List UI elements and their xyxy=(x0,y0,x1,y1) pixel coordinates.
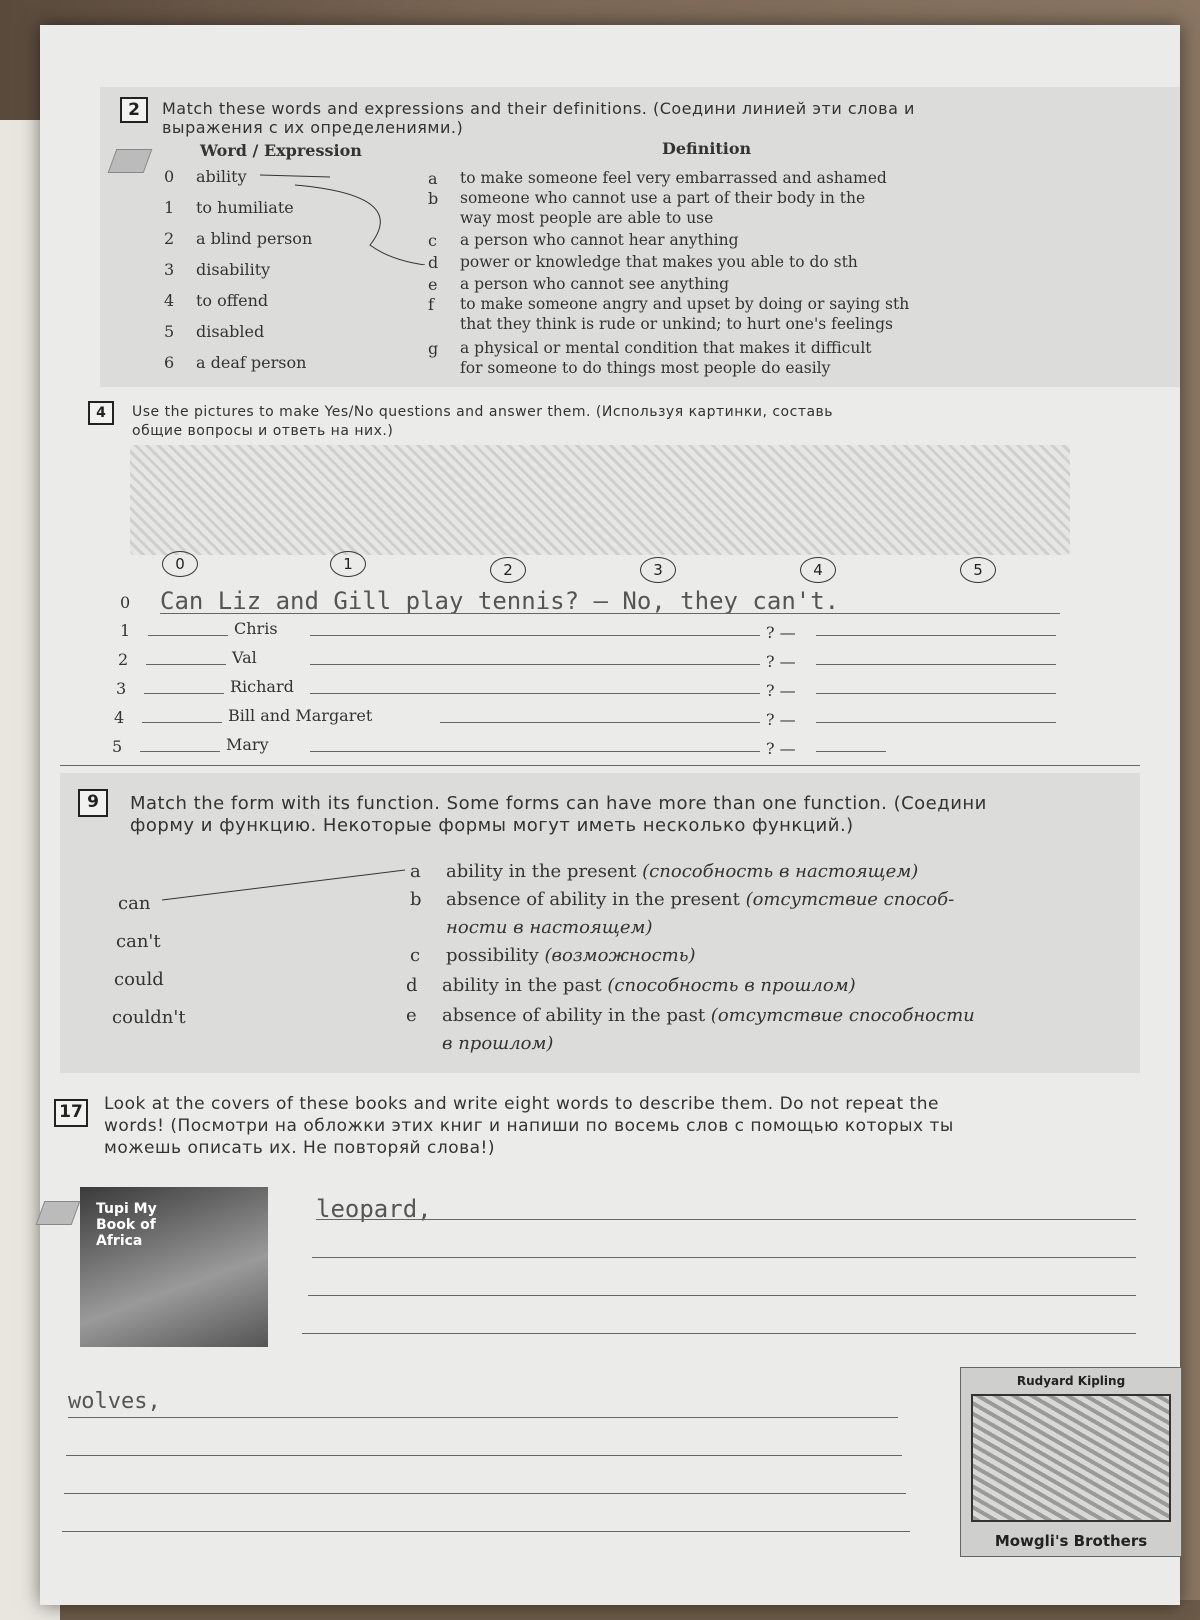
answer-blank xyxy=(144,693,224,694)
function-text xyxy=(446,889,954,910)
person-name: Mary xyxy=(226,735,269,754)
pictures-illustration xyxy=(130,445,1070,555)
word-expression: to offend xyxy=(196,291,269,310)
answer-blank xyxy=(140,751,220,752)
matching-line xyxy=(160,865,410,905)
question-line xyxy=(440,722,760,723)
definition-text: to make someone feel very embarrassed and ashamed xyxy=(460,169,887,187)
definition-text: a physical or mental condition that makes it difficult xyxy=(460,339,872,357)
answer-line xyxy=(816,693,1056,694)
word-expression: ability xyxy=(196,167,247,186)
answer-line xyxy=(302,1333,1136,1334)
exercise-number: 4 xyxy=(88,401,114,425)
function-text xyxy=(442,975,856,996)
person-name: Val xyxy=(232,648,257,667)
picture-number: 2 xyxy=(490,557,526,583)
instruction-line: форму и функцию. Некоторые формы могут иметь несколько функций.) xyxy=(130,815,854,836)
instruction xyxy=(130,793,1140,837)
person-name: Bill and Margaret xyxy=(228,706,373,725)
word-expression: disabled xyxy=(196,322,265,341)
function-english: absence of ability in the past xyxy=(442,1005,706,1026)
instruction xyxy=(132,403,1142,441)
definition-letter: g xyxy=(428,339,439,358)
definition-text: a person who cannot see anything xyxy=(460,275,730,293)
question-line xyxy=(310,693,760,694)
handwritten-answer: leopard, xyxy=(316,1195,432,1223)
function-english: ability in the present xyxy=(446,861,637,882)
answer-blank xyxy=(142,722,222,723)
function-russian: (отсутствие способ- xyxy=(745,889,955,910)
example-number: 0 xyxy=(120,593,131,612)
function-russian: ности в настоящем) xyxy=(446,917,653,938)
definition-letter: d xyxy=(428,253,439,272)
instruction xyxy=(104,1093,1144,1159)
answer-blank xyxy=(148,635,228,636)
picture-number: 1 xyxy=(330,551,366,577)
answer-line xyxy=(816,751,886,752)
answer-line xyxy=(68,1417,898,1418)
answer-line xyxy=(816,664,1056,665)
question-mark: ? — xyxy=(766,739,796,758)
question-mark: ? — xyxy=(766,652,796,671)
word-expression: a deaf person xyxy=(196,353,307,372)
book-title: Mowgli's Brothers xyxy=(994,1532,1148,1550)
instruction-line: words! (Посмотри на обложки этих книг и напиши по восемь слов с помощью которых ты xyxy=(104,1116,954,1136)
book-author: Rudyard Kipling xyxy=(1016,1374,1126,1388)
definition-text: to make someone angry and upset by doing or saying sth xyxy=(460,295,910,313)
word-number: 0 xyxy=(164,167,175,186)
picture-number: 5 xyxy=(960,557,996,583)
exercise-number: 9 xyxy=(78,789,108,817)
function-english: ability in the past xyxy=(442,975,602,996)
instruction-line: Use the pictures to make Yes/No questions and answer them. (Используя картинки, составь xyxy=(132,404,834,420)
definition-letter: a xyxy=(428,169,438,188)
item-number: 2 xyxy=(118,650,129,669)
function-text xyxy=(442,1005,975,1026)
question-mark: ? — xyxy=(766,681,796,700)
definition-text: a person who cannot hear anything xyxy=(460,231,739,249)
answer-line xyxy=(816,722,1056,723)
question-line xyxy=(310,751,760,752)
question-mark: ? — xyxy=(766,623,796,642)
answer-line xyxy=(308,1295,1136,1296)
example-answer: Can Liz and Gill play tennis? — No, they can't. xyxy=(160,587,840,615)
word-number: 5 xyxy=(164,322,175,341)
word-expression: a blind person xyxy=(196,229,313,248)
exercise-number: 17 xyxy=(54,1099,88,1127)
function-english: absence of ability in the present xyxy=(446,889,740,910)
function-letter: d xyxy=(406,975,418,996)
function-text xyxy=(446,917,652,938)
definition-letter: b xyxy=(428,189,439,208)
book-cover-africa xyxy=(80,1187,268,1347)
instruction-line: Match the form with its function. Some forms can have more than one function. (Соедини xyxy=(130,793,987,814)
function-letter: e xyxy=(406,1005,417,1026)
word-number: 3 xyxy=(164,260,175,279)
answer-line xyxy=(312,1257,1136,1258)
modal-form: can't xyxy=(116,931,161,952)
function-english: possibility xyxy=(446,945,539,966)
book-title: Tupi My Book of Africa xyxy=(96,1201,157,1249)
question-mark: ? — xyxy=(766,710,796,729)
function-russian: (способность в настоящем) xyxy=(642,861,919,882)
word-expression: to humiliate xyxy=(196,198,294,217)
item-number: 3 xyxy=(116,679,127,698)
word-expression: disability xyxy=(196,260,271,279)
person-name: Chris xyxy=(234,619,278,638)
definition-column-header: Definition xyxy=(662,139,752,158)
word-number: 6 xyxy=(164,353,175,372)
word-number: 2 xyxy=(164,229,175,248)
function-text xyxy=(446,945,696,966)
worksheet-page xyxy=(40,25,1180,1605)
handwritten-answer: wolves, xyxy=(68,1389,161,1414)
person-name: Richard xyxy=(230,677,294,696)
cover-illustration xyxy=(971,1394,1171,1522)
word-column-header: Word / Expression xyxy=(200,141,362,160)
item-number: 5 xyxy=(112,737,123,756)
instruction-line: Look at the covers of these books and write eight words to describe them. Do not repeat the xyxy=(104,1094,939,1114)
matching-lines xyxy=(240,165,480,265)
function-text xyxy=(442,1033,553,1054)
definition-text: for someone to do things most people do easily xyxy=(460,359,831,377)
function-letter: a xyxy=(410,861,421,882)
definition-text: that they think is rude or unkind; to hurt one's feelings xyxy=(460,315,893,333)
modal-form: could xyxy=(114,969,164,990)
instruction-line: можешь описать их. Не повторяй слова!) xyxy=(104,1138,495,1158)
function-letter: c xyxy=(410,945,421,966)
item-number: 1 xyxy=(120,621,131,640)
instruction-line: Match these words and expressions and their definitions. (Соедини линией эти слова и xyxy=(162,99,915,118)
exercise-number: 2 xyxy=(120,97,148,123)
definition-text: someone who cannot use a part of their body in the xyxy=(460,189,866,207)
definition-letter: f xyxy=(428,295,434,314)
instruction-line: общие вопросы и ответь на них.) xyxy=(132,423,394,439)
picture-number: 3 xyxy=(640,557,676,583)
modal-form: couldn't xyxy=(112,1007,186,1028)
answer-line xyxy=(66,1455,902,1456)
picture-number: 0 xyxy=(162,551,198,577)
item-number: 4 xyxy=(114,708,125,727)
picture-number: 4 xyxy=(800,557,836,583)
definition-text: way most people are able to use xyxy=(460,209,714,227)
answer-line xyxy=(64,1493,906,1494)
function-text xyxy=(446,861,918,882)
instruction-line: выражения с их определениями.) xyxy=(162,118,464,137)
answer-line xyxy=(160,613,1060,614)
function-russian: (отсутствие способности xyxy=(710,1005,975,1026)
word-number: 1 xyxy=(164,198,175,217)
function-letter: b xyxy=(410,889,422,910)
book-cover-mowgli xyxy=(960,1367,1182,1557)
definition-letter: c xyxy=(428,231,437,250)
definition-text: power or knowledge that makes you able to do sth xyxy=(460,253,858,271)
pencil-icon xyxy=(36,1201,81,1225)
answer-blank xyxy=(146,664,226,665)
function-russian: (способность в прошлом) xyxy=(607,975,856,996)
definition-letter: e xyxy=(428,275,438,294)
question-line xyxy=(310,664,760,665)
answer-line xyxy=(816,635,1056,636)
answer-line xyxy=(62,1531,910,1532)
function-russian: (возможность) xyxy=(544,945,696,966)
question-line xyxy=(310,635,760,636)
function-russian: в прошлом) xyxy=(442,1033,554,1054)
divider xyxy=(60,765,1140,766)
word-number: 4 xyxy=(164,291,175,310)
modal-form: can xyxy=(118,893,151,914)
answer-line xyxy=(316,1219,1136,1220)
instruction xyxy=(162,99,1142,137)
